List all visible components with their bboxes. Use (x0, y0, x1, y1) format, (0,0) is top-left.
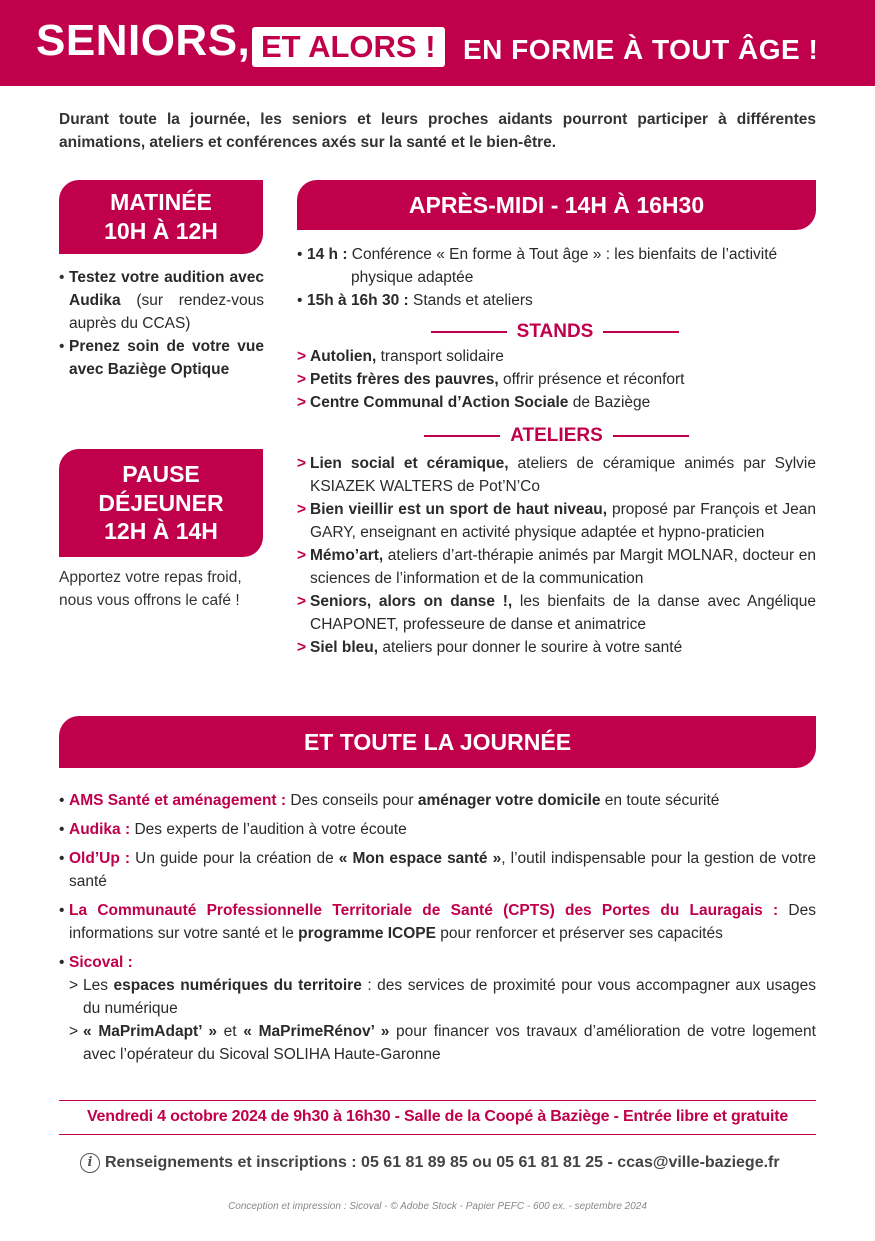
partner-label: Old’Up : (69, 850, 131, 867)
divider (431, 331, 507, 333)
item-bold: Centre Communal d’Action Sociale (310, 394, 569, 411)
item-text: et (216, 1023, 244, 1040)
item-text: ateliers de céramique animés par Sylvie KSIAZEK WALTERS de Pot’N’Co (310, 455, 816, 495)
all-day-heading: ET TOUTE LA JOURNÉE (59, 716, 816, 768)
partner-label: La Communauté Professionnelle Territoriale de Santé (CPTS) des Portes du Lauragais : (69, 902, 779, 919)
item-text: ateliers pour donner le sourire à votre santé (378, 639, 683, 656)
sub-list-item (69, 1020, 816, 1066)
list-item (59, 789, 816, 812)
item-bold: Mémo’art, (310, 547, 384, 564)
afternoon-list (297, 243, 816, 312)
morning-time: 10H À 12H (104, 218, 218, 244)
item-bold: Lien social et céramique, (310, 455, 509, 472)
list-item (297, 391, 816, 414)
item-bold: « MaPrimAdapt’ » (83, 1023, 217, 1040)
item-bold: « Mon espace santé » (338, 850, 502, 867)
list-item (59, 818, 816, 841)
partner-label: AMS Santé et aménagement : (69, 792, 287, 809)
item-text: Des experts de l’audition à votre écoute (130, 821, 407, 838)
list-item (59, 847, 816, 893)
item-text: Des conseils pour (286, 792, 418, 809)
lunch-time: 12H À 14H (104, 518, 218, 544)
item-text: : des services de proximité pour vous accompagner aux usages du numérique (83, 977, 816, 1017)
list-item (59, 335, 264, 381)
item-bold: Prenez soin de votre vue avec Baziège Optique (69, 338, 264, 378)
list-item (297, 544, 816, 590)
item-text: Un guide pour la création de (130, 850, 339, 867)
item-text: de Baziège (568, 394, 651, 411)
list-item (297, 345, 816, 368)
list-item (297, 498, 816, 544)
info-icon: i (80, 1153, 100, 1173)
item-bold: Petits frères des pauvres, (310, 371, 499, 388)
sicoval-sublist (69, 974, 816, 1066)
sub-list-item (69, 974, 816, 1020)
item-bold: aménager votre domicile (417, 792, 601, 809)
item-text: pour renforcer et préserver ses capacités (435, 925, 723, 942)
item-text: les bienfaits de la danse avec Angélique CHAPONET, professeure de danse et animatrice (310, 593, 816, 633)
item-text: , l’outil indispensable pour la gestion de votre santé (69, 850, 816, 890)
item-bold: Bien vieillir est un sport de haut niveau, (310, 501, 608, 518)
item-bold: Autolien, (310, 348, 377, 365)
item-text: transport solidaire (376, 348, 504, 365)
ateliers-heading (424, 423, 689, 449)
divider (59, 1134, 816, 1135)
lunch-heading (59, 449, 263, 557)
item-text: (sur rendez-vous auprès du CCAS) (69, 292, 264, 332)
all-day-list (59, 789, 816, 1072)
ateliers-list (297, 452, 816, 659)
divider (613, 435, 689, 437)
list-item (59, 266, 264, 335)
event-details: Vendredi 4 octobre 2024 de 9h30 à 16h30 - Salle de la Coopé à Baziège - Entrée libre et gratuite (86, 1108, 789, 1125)
item-text: Les (83, 977, 114, 994)
stands-heading (430, 319, 680, 345)
list-item (59, 951, 816, 1066)
item-bold: « MaPrimeRénov’ » (243, 1023, 390, 1040)
partner-label: Sicoval : (69, 954, 133, 971)
list-item (59, 899, 816, 945)
divider (59, 1100, 816, 1101)
item-bold: 14 h : (307, 246, 348, 263)
item-bold: Testez votre audition avec Audika (69, 269, 264, 309)
item-text: Stands et ateliers (408, 292, 533, 309)
item-text: Des informations sur votre santé et le (69, 902, 816, 942)
list-item (297, 289, 816, 312)
stands-title: STANDS (516, 321, 594, 342)
intro-text: Durant toute la journée, les seniors et leurs proches aidants pourront participer à différentes animations, ateliers et conférences axés sur la santé et le bien-être. (59, 111, 816, 151)
contact-text: Renseignements et inscriptions : 05 61 81 89 85 ou 05 61 81 81 25 - ccas@ville-baziege.fr (105, 1154, 780, 1171)
morning-title: MATINÉE (110, 189, 212, 215)
item-bold: 15h à 16h 30 : (307, 292, 409, 309)
item-bold: Siel bleu, (310, 639, 379, 656)
item-bold: Seniors, alors on danse !, (310, 593, 513, 610)
lunch-text: Apportez votre repas froid, nous vous offrons le café ! (59, 569, 242, 609)
morning-heading (59, 180, 263, 254)
item-bold: espaces numériques du territoire (113, 977, 362, 994)
stands-list (297, 345, 816, 414)
ateliers-title: ATELIERS (510, 425, 603, 446)
list-item (297, 368, 816, 391)
credit-line: Conception et impression : Sicoval - © Adobe Stock - Papier PEFC - 600 ex. - septembre 2024 (228, 1201, 647, 1212)
lunch-title-2: DÉJEUNER (98, 489, 224, 516)
item-text: Conférence « En forme à Tout âge » : les bienfaits de l’activité physique adaptée (347, 246, 778, 286)
afternoon-heading: APRÈS-MIDI - 14H À 16H30 (297, 180, 816, 230)
item-text: ateliers d’art-thérapie animés par Margit MOLNAR, docteur en sciences de l’information et de la communication (310, 547, 816, 587)
divider (603, 331, 679, 333)
item-text: offrir présence et réconfort (498, 371, 685, 388)
list-item (297, 452, 816, 498)
list-item (297, 636, 816, 659)
list-item (297, 243, 816, 289)
partner-label: Audika : (69, 821, 131, 838)
lunch-title-1: PAUSE (122, 461, 200, 487)
divider (424, 435, 500, 437)
header-banner (0, 0, 875, 86)
header-title-highlight: ET ALORS ! (252, 27, 445, 67)
header-title-subtitle: EN FORME À TOUT ÂGE ! (463, 34, 819, 65)
item-text: proposé par François et Jean GARY, enseignant en activité physique adaptée et hypno-praticien (310, 501, 817, 541)
morning-list (59, 266, 264, 381)
header-title-seniors: SENIORS, (36, 16, 251, 65)
contact-info (80, 1151, 800, 1175)
item-bold: programme ICOPE (298, 925, 436, 942)
item-text: en toute sécurité (600, 792, 720, 809)
item-text: pour financer vos travaux d’amélioration de votre logement avec l’opérateur du Sicoval SOLIHA Haute-Garonne (83, 1023, 816, 1063)
list-item (297, 590, 816, 636)
